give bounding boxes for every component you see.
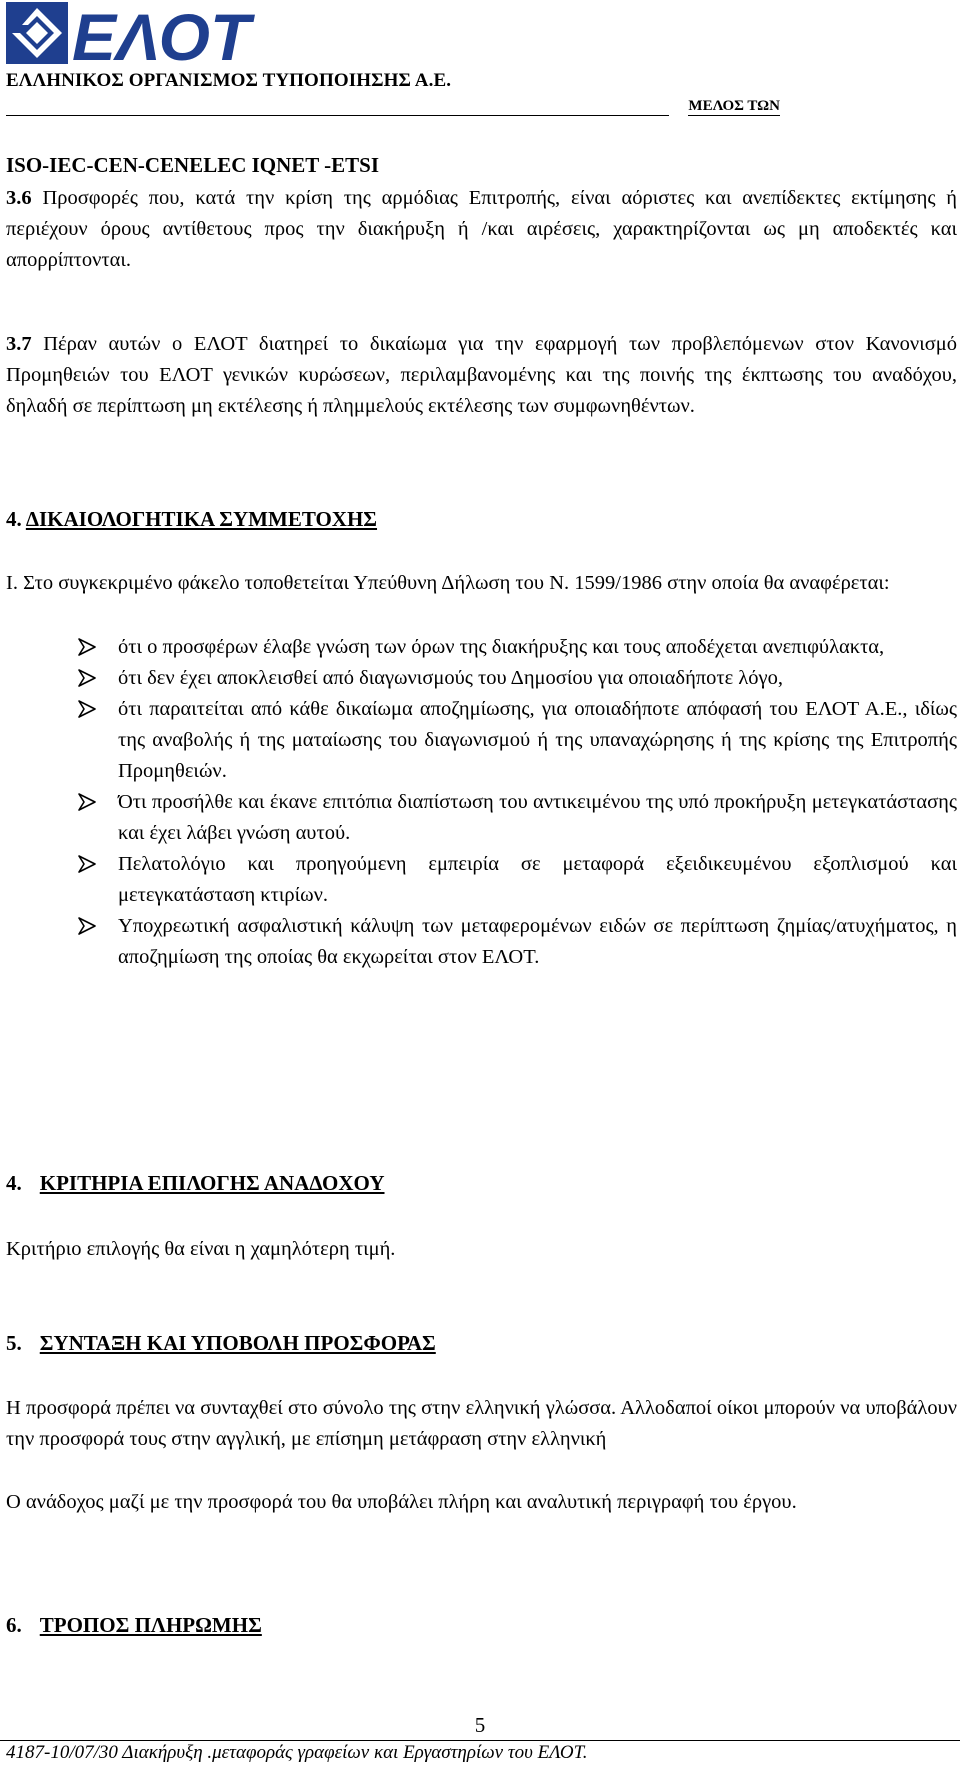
arrow-bullet-icon (78, 793, 96, 811)
section-text: Προσφορές που, κατά την κρίση της αρμόδιας Επιτροπής, είναι αόριστες και ανεπίδεκτες εκτίμησης ή περιέχουν όρους αντίθετους προς την διακήρυξη ή /και αιρέσεις, χαρακτηρίζονται ως μη αποδεκτές και απορρίπτονται. (6, 187, 957, 271)
member-label: ΜΕΛΟΣ ΤΩΝ (688, 98, 780, 114)
heading-title: ΚΡΙΤΗΡΙΑ ΕΠΙΛΟΓΗΣ ΑΝΑΔΟΧΟΥ (39, 1171, 385, 1195)
offer-submission-paragraph-2: Ο ανάδοχος μαζί με την προσφορά του θα υποβάλει πλήρη και αναλυτική περιγραφή του έργου. (6, 1491, 797, 1513)
arrow-bullet-icon (78, 669, 96, 687)
section-text: Πέραν αυτών ο ΕΛΟΤ διατηρεί το δικαίωμα για την εφαρμογή των προβλεπόμενων στον Κανονισμό Προμηθειών του ΕΛΟΤ γενικών κυρώσεων, περιλαμβανομένης και της ποινής της έκπτωσης του αναδόχου, δηλαδή σε περίπτωση μη εκτέλεσης ή πλημμελούς εκτέλεσης των συμφωνηθέντων. (6, 333, 958, 417)
list-item (0, 694, 957, 787)
declaration-intro: Ι. Στο συγκεκριμένο φάκελο τοποθετείται Υπεύθυνη Δήλωση του Ν. 1599/1986 στην οποία θα αναφέρεται: (6, 572, 890, 594)
list-item-text: Υποχρεωτική ασφαλιστική κάλυψη των μεταφερομένων ειδών σε περίπτωση ζημίας/ατυχήματος, η αποζημίωση της οποίας θα εκχωρείται στον ΕΛΟΤ. (118, 915, 957, 968)
standards-bodies: ISO-IEC-CEN-CENELEC IQNET -ETSI (6, 153, 380, 177)
list-item (0, 632, 957, 663)
section-number: 3.7 (6, 333, 32, 355)
list-item (0, 911, 957, 973)
heading-selection-criteria (6, 1171, 385, 1196)
arrow-bullet-icon (78, 855, 96, 873)
heading-offer-submission (6, 1331, 436, 1356)
member-line (6, 98, 780, 116)
section-number: 3.6 (6, 187, 32, 209)
list-item (0, 787, 957, 849)
list-item-text: ότι δεν έχει αποκλεισθεί από διαγωνισμούς του Δημοσίου για οποιαδήποτε λόγο, (118, 667, 783, 689)
heading-number: 4. (6, 507, 22, 531)
list-item (0, 663, 957, 694)
list-item (0, 849, 957, 911)
list-item-text: Ότι προσήλθε και έκανε επιτόπια διαπίστωση του αντικειμένου της υπό προκήρυξη μετεγκατάστασης και έχει λάβει γνώση αυτού. (118, 791, 957, 844)
elot-logo (6, 2, 262, 66)
footer-rule (0, 1740, 960, 1741)
page-number: 5 (474, 1713, 486, 1737)
selection-criteria-text: Κριτήριο επιλογής θα είναι η χαμηλότερη τιμή. (6, 1238, 396, 1260)
organization-name: ΕΛΛΗΝΙΚΟΣ ΟΡΓΑΝΙΣΜΟΣ ΤΥΠΟΠΟΙΗΣΗΣ Α.Ε. (6, 70, 452, 91)
heading-payment-method (6, 1613, 262, 1638)
heading-participation-documents (6, 507, 377, 532)
heading-number: 4. (6, 1171, 22, 1195)
heading-number: 6. (6, 1613, 22, 1637)
section-3-7 (6, 329, 957, 422)
heading-title: ΔΙΚΑΙΟΛΟΓΗΤΙΚΑ ΣΥΜΜΕΤΟΧΗΣ (25, 507, 378, 531)
list-item-text: Πελατολόγιο και προηγούμενη εμπειρία σε μεταφορά εξειδικευμένου εξοπλισμού και μετεγκατάσταση κτιρίων. (118, 853, 957, 906)
arrow-bullet-icon (78, 638, 96, 656)
heading-title: ΤΡΟΠΟΣ ΠΛΗΡΩΜΗΣ (39, 1613, 262, 1637)
declaration-list (0, 632, 960, 973)
heading-number: 5. (6, 1331, 22, 1355)
offer-submission-paragraph-1: Η προσφορά πρέπει να συνταχθεί στο σύνολο της στην ελληνική γλώσσα. Αλλοδαποί οίκοι μπορούν να υποβάλουν την προσφορά τους στην αγγλική, με επίσημη μετάφραση στην ελληνική (6, 1397, 957, 1450)
arrow-bullet-icon (78, 917, 96, 935)
list-item-text: ότι παραιτείται από κάθε δικαίωμα αποζημίωσης, για οποιαδήποτε απόφασή του ΕΛΟΤ Α.Ε., ιδίως της αναβολής ή της ματαίωσης του διαγωνισμού ή της υπαναχώρησης ή της κρίσης της Επιτροπής Προμηθειών. (118, 698, 957, 782)
logo-wordmark: ΕΛΟΤ (72, 2, 251, 66)
section-3-6 (6, 183, 957, 276)
arrow-bullet-icon (78, 700, 96, 718)
member-rule (6, 115, 669, 116)
footer-reference: 4187-10/07/30 Διακήρυξη .μεταφοράς γραφείων και Εργαστηρίων του ΕΛΟΤ. (6, 1742, 588, 1763)
list-item-text: ότι ο προσφέρων έλαβε γνώση των όρων της διακήρυξης και τους αποδέχεται ανεπιφύλακτα, (118, 636, 885, 658)
heading-title: ΣΥΝΤΑΞΗ ΚΑΙ ΥΠΟΒΟΛΗ ΠΡΟΣΦΟΡΑΣ (39, 1331, 436, 1355)
